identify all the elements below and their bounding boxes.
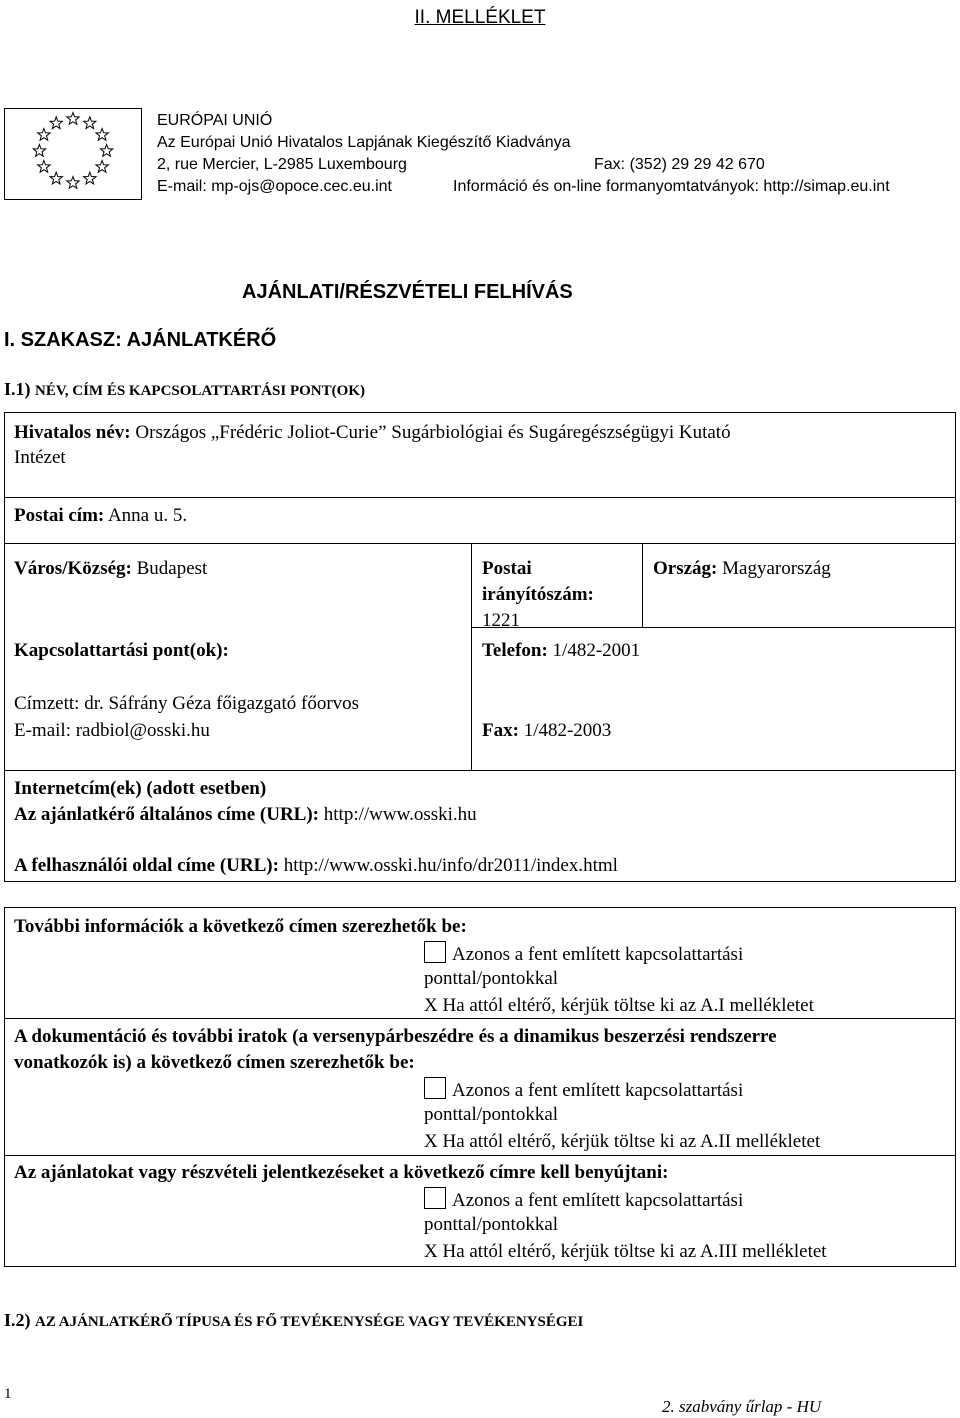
eu-star-icon [96, 129, 108, 141]
buyer-profile-url-value: http://www.osski.hu/info/dr2011/index.html [283, 855, 618, 876]
header-address: 2, rue Mercier, L-2985 Luxembourg [157, 156, 407, 173]
postal-address [14, 504, 187, 528]
eu-star-icon [50, 117, 62, 129]
divider-submission [4, 1155, 956, 1156]
eu-star-icon [38, 161, 50, 173]
phone-label: Telefon: [482, 640, 548, 661]
postal-code-label-1: Postai [482, 558, 532, 579]
annex-title: II. MELLÉKLET [414, 7, 546, 28]
country-divider [642, 543, 643, 627]
submission-annex-option: X Ha attól eltérő, kérjük töltse ki az A.III mellékletet [424, 1241, 827, 1262]
official-name-value: Országos „Frédéric Joliot-Curie” Sugárbiológiai és Sugáregészségügyi Kutató [135, 422, 731, 443]
further-info-heading: További információk a következő címen szerezhetők be: [14, 916, 467, 937]
divider-name [4, 497, 956, 498]
submission-same-label-cont: ponttal/pontokkal [424, 1214, 559, 1235]
eu-star-icon [96, 161, 108, 173]
city [14, 557, 207, 581]
divider-documents [4, 1018, 956, 1019]
subsection-1-heading [4, 378, 365, 401]
attention [14, 692, 359, 716]
header-email: E-mail: mp-ojs@opoce.cec.eu.int [157, 178, 392, 195]
email [14, 719, 210, 743]
city-label: Város/Község: [14, 558, 132, 579]
column-divider [471, 543, 472, 770]
attention-label: Címzett: [14, 693, 80, 714]
subsection-2-heading [4, 1309, 583, 1332]
fax [482, 719, 611, 743]
documents-same-checkbox[interactable] [424, 1077, 446, 1099]
page-number: 1 [4, 1386, 12, 1402]
subsection-1-number: I.1) [4, 379, 31, 399]
eu-star-icon [50, 172, 62, 184]
documents-annex-option: X Ha attól eltérő, kérjük töltse ki az A.II mellékletet [424, 1131, 821, 1152]
official-name-cont: Intézet [14, 447, 66, 468]
notice-title: AJÁNLATI/RÉSZVÉTELI FELHÍVÁS [242, 281, 573, 303]
header-fax: Fax: (352) 29 29 42 670 [594, 156, 765, 173]
contact-points-label: Kapcsolattartási pont(ok): [14, 640, 229, 661]
eu-star-icon [67, 177, 79, 189]
header-ojs: Az Európai Unió Hivatalos Lapjának Kiegészítő Kiadványa [157, 134, 571, 151]
country-label: Ország: [653, 558, 718, 579]
internet-heading: Internetcím(ek) (adott esetben) [14, 778, 267, 799]
fax-label: Fax: [482, 720, 519, 741]
further-info-annex-option: X Ha attól eltérő, kérjük töltse ki az A.I mellékletet [424, 995, 814, 1016]
submission-same-label: Azonos a fent említett kapcsolattartási [452, 1190, 744, 1211]
eu-star-icon [84, 172, 96, 184]
further-info-same-label-cont: ponttal/pontokkal [424, 968, 559, 989]
documents-same-option[interactable] [424, 1077, 743, 1103]
subsection-2-title: AZ AJÁNLATKÉRŐ TÍPUSA ÉS FŐ TEVÉKENYSÉGE VAGY TEVÉKENYSÉGEI [35, 1314, 584, 1330]
general-url-label: Az ajánlatkérő általános címe (URL): [14, 804, 320, 825]
email-value: radbiol@osski.hu [75, 720, 210, 741]
postal-address-value: Anna u. 5. [107, 505, 188, 526]
divider-address [4, 543, 956, 544]
postal-code-label-2: irányítószám: [482, 584, 594, 605]
general-url [14, 803, 477, 827]
header-info: Információ és on-line formanyomtatványok: http://simap.eu.int [453, 178, 890, 195]
email-label: E-mail: [14, 720, 71, 741]
submission-same-option[interactable] [424, 1187, 743, 1213]
eu-star-icon [67, 113, 79, 125]
documents-heading-1: A dokumentáció és további iratok (a versenypárbeszédre és a dinamikus beszerzési rendszerre [14, 1026, 777, 1047]
section-title: I. SZAKASZ: AJÁNLATKÉRŐ [4, 329, 277, 351]
general-url-value: http://www.osski.hu [323, 804, 477, 825]
further-info-same-option[interactable] [424, 941, 743, 967]
buyer-profile-url [14, 854, 618, 878]
divider-phone [471, 627, 956, 628]
subsection-2-number: I.2) [4, 1310, 31, 1330]
fax-value: 1/482-2003 [523, 720, 612, 741]
official-name-label: Hivatalos név: [14, 422, 131, 443]
buyer-profile-url-label: A felhasználói oldal címe (URL): [14, 855, 279, 876]
divider-internet [4, 770, 956, 771]
postal-code-value: 1221 [482, 610, 520, 631]
subsection-1-title: NÉV, CÍM ÉS KAPCSOLATTARTÁSI PONT(OK) [35, 383, 365, 399]
documents-same-label: Azonos a fent említett kapcsolattartási [452, 1080, 744, 1101]
city-value: Budapest [136, 558, 208, 579]
documents-heading-2: vonatkozók is) a következő címen szerezhetők be: [14, 1052, 415, 1073]
eu-star-icon [38, 129, 50, 141]
phone-value: 1/482-2001 [552, 640, 641, 661]
official-name [14, 421, 731, 445]
country [653, 557, 831, 581]
attention-value: dr. Sáfrány Géza főigazgató főorvos [84, 693, 360, 714]
documents-same-label-cont: ponttal/pontokkal [424, 1104, 559, 1125]
further-info-same-label: Azonos a fent említett kapcsolattartási [452, 944, 744, 965]
submission-same-checkbox[interactable] [424, 1187, 446, 1209]
eu-flag-icon [4, 108, 142, 200]
eu-star-icon [33, 145, 45, 157]
header-eu: EURÓPAI UNIÓ [157, 112, 273, 129]
phone [482, 639, 640, 663]
submission-heading: Az ajánlatokat vagy részvételi jelentkezéseket a következő címre kell benyújtani: [14, 1162, 669, 1183]
eu-star-icon [100, 145, 112, 157]
form-label: 2. szabvány űrlap - HU [662, 1397, 822, 1416]
further-info-same-checkbox[interactable] [424, 941, 446, 963]
eu-star-icon [84, 117, 96, 129]
postal-address-label: Postai cím: [14, 505, 105, 526]
country-value: Magyarország [722, 558, 831, 579]
